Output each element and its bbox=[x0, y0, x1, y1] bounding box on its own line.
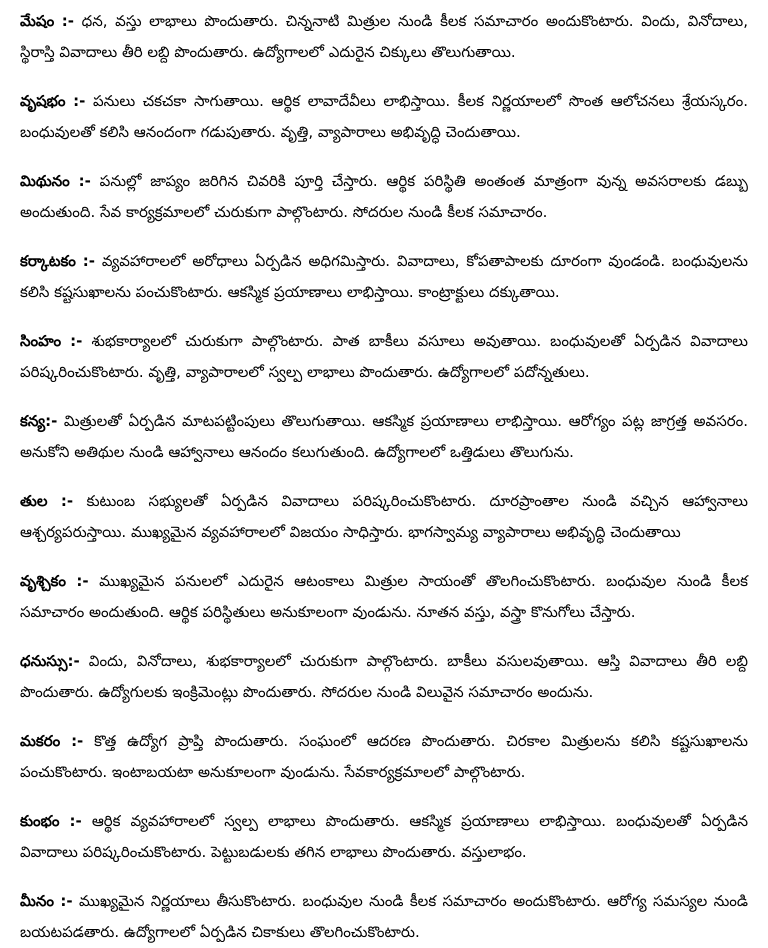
sign-name: మిథునం bbox=[20, 172, 70, 190]
sign-name: మేషం bbox=[20, 12, 55, 30]
horoscope-entry-kanya bbox=[20, 406, 748, 468]
horoscope-entry-vrushabham bbox=[20, 86, 748, 148]
prediction-text: పనులు చకచకా సాగుతాయి. ఆర్థిక లావాదేవీలు లాభిస్తాయి. కీలక నిర్ణయాలలో సొంత ఆలోచనలు శ్రేయస్కరం. బంధువులతో కలిసి ఆనందంగా గడుపుతారు. వృత్తి, వ్యాపారాలు అభివృద్ధి చెందుతాయి. bbox=[20, 92, 748, 141]
horoscope-entry-meenam bbox=[20, 886, 748, 948]
prediction-text: పనుల్లో జాప్యం జరిగిన చివరికి పూర్తి చేస్తారు. ఆర్థిక పరిస్థితి అంతంత మాత్రంగా వున్న అవసరాలకు డబ్బు అందుతుంది. సేవ కార్యక్రమాలలో చురుకుగా పాల్గొంటారు. సోదరుల నుండి కీలక సమాచారం. bbox=[20, 172, 748, 221]
horoscope-entry-makaram bbox=[20, 726, 748, 788]
horoscope-entry-kumbham bbox=[20, 806, 748, 868]
prediction-text: ఆర్థిక వ్యవహారాలలో స్వల్ప లాభాలు పొందుతారు. ఆకస్మిక ప్రయాణాలు లాభిస్తాయి. బంధువులతో ఏర్పడిన వివాదాలు పరిష్కరించుకొంటారు. పెట్టుబడులకు తగిన లాభాలు పొందుతారు. వస్తులాభం. bbox=[20, 812, 748, 861]
separator: :- bbox=[82, 252, 95, 270]
horoscope-entry-mesham bbox=[20, 6, 748, 68]
prediction-text: ముఖ్యమైన నిర్ణయాలు తీసుకొంటారు. బంధువుల నుండి కీలక సమాచారం అందుకొంటారు. ఆరోగ్య సమస్యల నుండి బయటపడతారు. ఉద్యోగాలలో ఏర్పడిన చికాకులు తొలగించుకొంటారు. bbox=[20, 892, 748, 941]
horoscope-entry-vrushchikam bbox=[20, 566, 748, 628]
sign-name: మకరం bbox=[20, 732, 61, 750]
separator: :- bbox=[61, 12, 75, 30]
horoscope-entry-tula bbox=[20, 486, 748, 548]
prediction-text: శుభకార్యాలలో చురుకుగా పాల్గొంటారు. పాత బాకీలు వసూలు అవుతాయి. బంధువులతో ఏర్పడిన వివాదాలు పరిష్కరించుకొంటారు. వృత్తి, వ్యాపారాలలో స్వల్ప లాభాలు పొందుతారు. ఉద్యోగాలలో పదోన్నతులు. bbox=[20, 332, 748, 381]
prediction-text: కొత్త ఉద్యోగ ప్రాప్తి పొందుతారు. సంఘంలో ఆదరణ పొందుతారు. చిరకాల మిత్రులను కలిసి కష్టసుఖాలను పంచుకొంటారు. ఇంటాబయటా అనుకూలంగా వుండును. సేవకార్యక్రమాలలో పాల్గొంటారు. bbox=[20, 732, 748, 781]
prediction-text: విందు, వినోదాలు, శుభకార్యాలలో చురుకుగా పాల్గొంటారు. బాకీలు వసులవుతాయి. ఆస్తి వివాదాలు తీరి లబ్ది పొందుతారు. ఉద్యోగులకు ఇంక్రిమెంట్లు పొందుతారు. సోదరుల నుండి విలువైన సమాచారం అందును. bbox=[20, 652, 748, 701]
sign-name: వృశ్చికం bbox=[20, 572, 66, 590]
sign-name: తుల bbox=[20, 492, 48, 510]
separator: :- bbox=[73, 92, 86, 110]
sign-name: కుంభం bbox=[20, 812, 60, 830]
sign-name: కన్య bbox=[20, 412, 46, 430]
separator: :- bbox=[45, 412, 58, 430]
sign-name: కర్కాటకం bbox=[20, 252, 76, 270]
separator: :- bbox=[60, 492, 74, 510]
horoscope-entry-karkatakam bbox=[20, 246, 748, 308]
separator: :- bbox=[71, 732, 84, 750]
sign-name: వృషభం bbox=[20, 92, 66, 110]
horoscope-entry-simham bbox=[20, 326, 748, 388]
sign-name: ధనుస్సు bbox=[20, 652, 68, 670]
prediction-text: ధన, వస్తు లాభాలు పొందుతారు. చిన్ననాటి మిత్రుల నుండి కీలక సమాచారం అందుకొంటారు. విందు, వినోదాలు, స్థిరాస్తి వివాదాలు తీరి లబ్ది పొందుతారు. ఉద్యోగాలలో ఎదురైన చిక్కులు తొలుగుతాయి. bbox=[20, 12, 748, 61]
prediction-text: కుటుంబ సభ్యులతో ఏర్పడిన వివాదాలు పరిష్కరించుకొంటారు. దూరప్రాంతాల నుండి వచ్చిన ఆహ్వానాలు ఆశ్చర్యపరుస్తాయి. ముఖ్యమైన వ్యవహారాలలో విజయం సాధిస్తారు. భాగస్వామ్య వ్యాపారాలు అభివృద్ధి చెందుతాయి bbox=[20, 492, 748, 541]
separator: :- bbox=[60, 892, 73, 910]
separator: :- bbox=[78, 172, 91, 190]
prediction-text: వ్యవహారాలలో అరోధాలు ఏర్పడిన అధిగమిస్తారు. వివాదాలు, కోపతాపాలకు దూరంగా వుండండి. బంధువులను కలిసి కష్టసుఖాలను పంచుకొంటారు. ఆకస్మిక ప్రయాణాలు లాభిస్తాయి. కాంట్రాక్టులు దక్కుతాయి. bbox=[20, 252, 748, 301]
separator: :- bbox=[70, 332, 83, 350]
prediction-text: ముఖ్యమైన పనులలో ఎదురైన ఆటంకాలు మిత్రుల సాయంతో తొలగించుకొంటారు. బంధువుల నుండి కీలక సమాచారం అందుతుంది. ఆర్థిక పరిస్థితులు అనుకూలంగా వుండును. నూతన వస్తు, వస్త్రా కొనుగోలు చేస్తారు. bbox=[20, 572, 748, 621]
horoscope-entry-dhanussu bbox=[20, 646, 748, 708]
horoscope-entry-mithunam bbox=[20, 166, 748, 228]
sign-name: మీనం bbox=[20, 892, 55, 910]
prediction-text: మిత్రులతో ఏర్పడిన మాటపట్టింపులు తొలుగుతాయి. ఆకస్మిక ప్రయాణాలు లాభిస్తాయి. ఆరోగ్యం పట్ల జాగ్రత్త అవసరం. అనుకోని అతిథుల నుండి ఆహ్వానాలు ఆనందం కలుగుతుంది. ఉద్యోగాలలో ఒత్తిడులు తొలుగును. bbox=[20, 412, 748, 461]
separator: :- bbox=[69, 812, 82, 830]
separator: :- bbox=[76, 572, 89, 590]
separator: :- bbox=[67, 652, 80, 670]
sign-name: సింహం bbox=[20, 332, 62, 350]
